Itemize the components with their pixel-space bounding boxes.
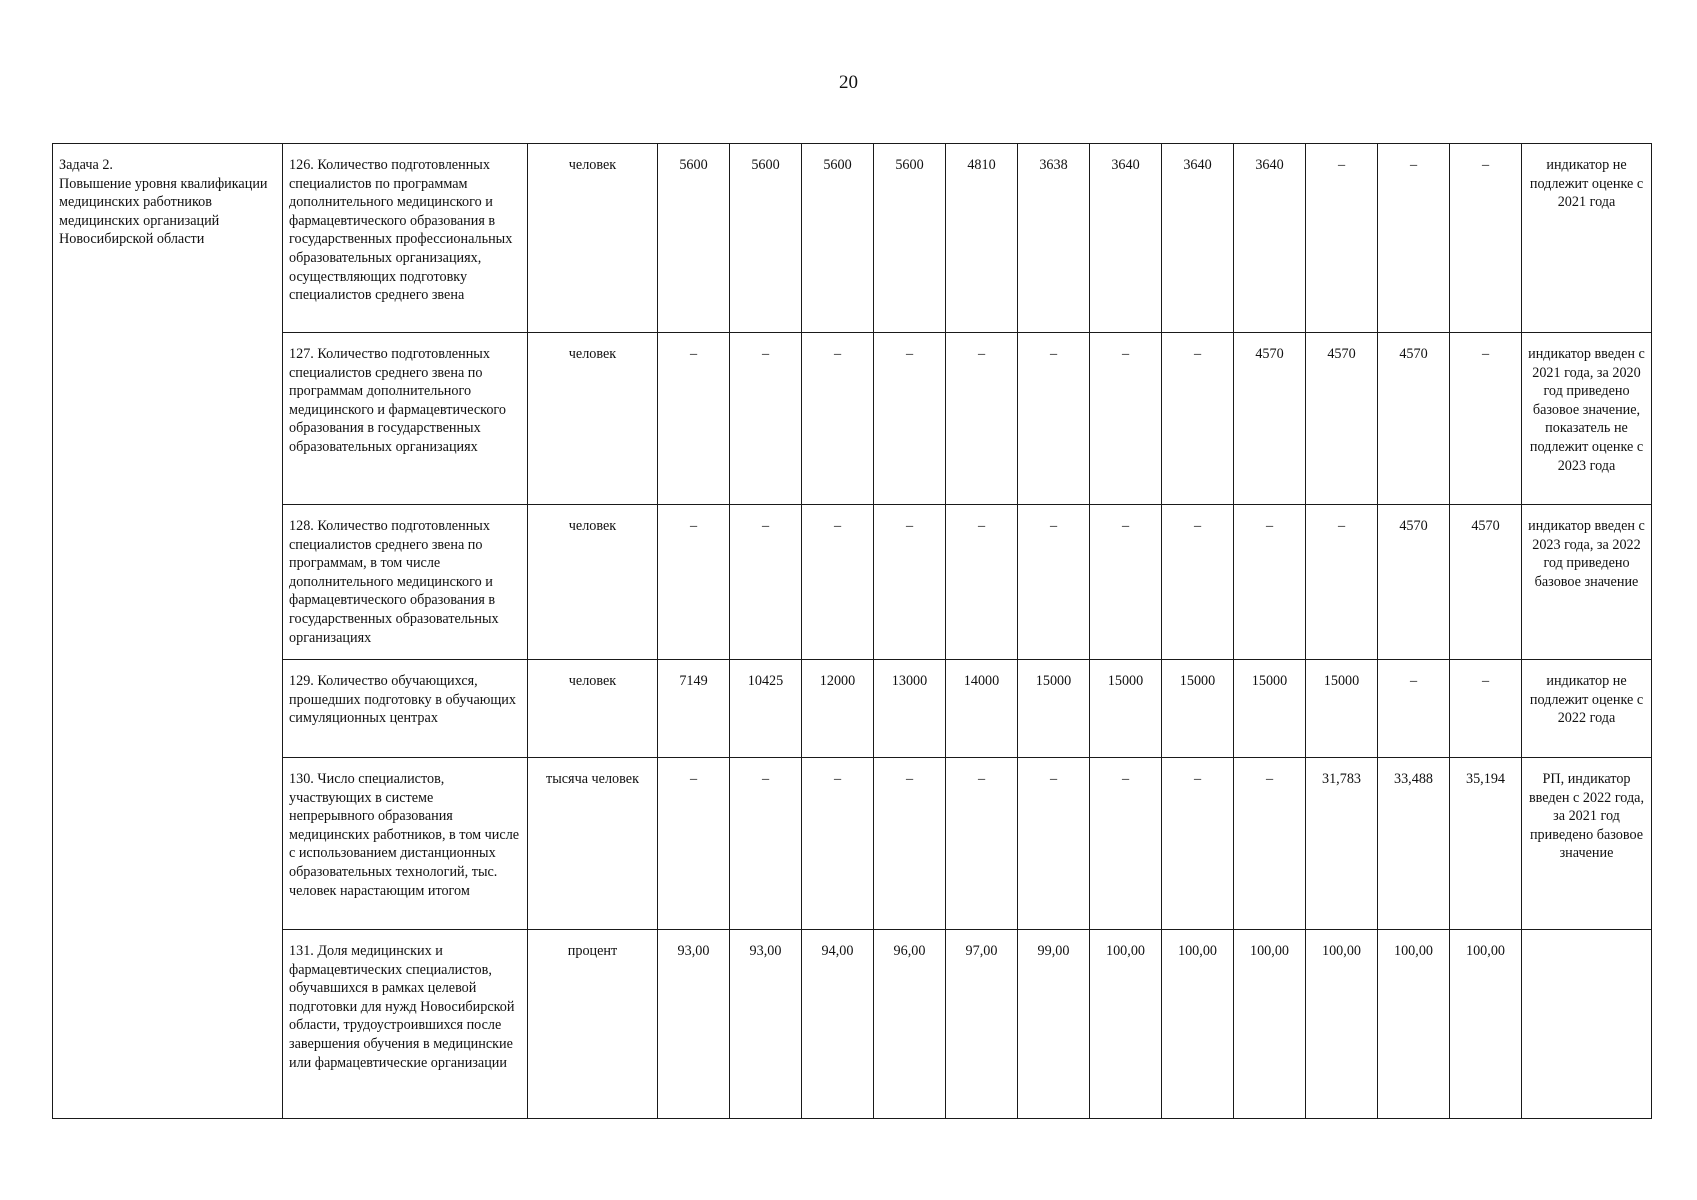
value-cell: – [1378,144,1450,333]
unit-cell: процент [528,930,658,1119]
value-cell: – [1162,758,1234,930]
value-cell: 5600 [658,144,730,333]
indicator-name-cell: 131. Доля медицинских и фармацевтических специалистов, обучавшихся в рамках целевой подготовки для нужд Новосибирской области, трудоустроившихся после завершения обучения в медицинские или фармацевтические организации [283,930,528,1119]
indicator-name-cell: 127. Количество подготовленных специалистов среднего звена по программам дополнительного медицинского и фармацевтического образования в государственных образовательных организациях [283,333,528,505]
value-cell: – [658,758,730,930]
indicator-name-cell: 126. Количество подготовленных специалистов по программам дополнительного медицинского и фармацевтического образования в государственных профессиональных образовательных организациях, осуществляющих подготовку специалистов среднего звена [283,144,528,333]
value-cell: – [1090,758,1162,930]
value-cell: – [1018,758,1090,930]
value-cell: – [1090,505,1162,660]
indicator-name-cell: 129. Количество обучающихся, прошедших подготовку в обучающих симуляционных центрах [283,660,528,758]
table-row [53,144,1652,333]
table-row [53,333,1652,505]
value-cell: 94,00 [802,930,874,1119]
value-cell: – [1378,660,1450,758]
value-cell: – [1162,333,1234,505]
value-cell: 100,00 [1234,930,1306,1119]
value-cell: – [1306,144,1378,333]
value-cell: 3640 [1090,144,1162,333]
value-cell: 96,00 [874,930,946,1119]
value-cell: – [1450,333,1522,505]
value-cell: 4570 [1306,333,1378,505]
value-cell: 97,00 [946,930,1018,1119]
value-cell: – [802,505,874,660]
value-cell: – [1234,758,1306,930]
unit-cell: человек [528,660,658,758]
value-cell: 5600 [730,144,802,333]
value-cell: – [874,333,946,505]
value-cell: 15000 [1162,660,1234,758]
value-cell: – [802,758,874,930]
unit-cell: человек [528,144,658,333]
value-cell: 13000 [874,660,946,758]
value-cell: 15000 [1090,660,1162,758]
value-cell: 3640 [1234,144,1306,333]
value-cell: 4570 [1378,333,1450,505]
value-cell: 5600 [874,144,946,333]
value-cell: – [874,758,946,930]
note-cell: индикатор не подлежит оценке с 2022 года [1522,660,1652,758]
note-cell: индикатор введен с 2023 года, за 2022 год приведено базовое значение [1522,505,1652,660]
task-cell: Задача 2. Повышение уровня квалификации медицинских работников медицинских организаций Новосибирской области [53,144,283,1119]
value-cell: 7149 [658,660,730,758]
value-cell: – [1162,505,1234,660]
value-cell: – [1450,144,1522,333]
indicator-name-cell: 128. Количество подготовленных специалистов среднего звена по программам, в том числе дополнительного медицинского и фармацевтического образования в государственных образовательных организациях [283,505,528,660]
value-cell: 10425 [730,660,802,758]
table-row [53,758,1652,930]
value-cell: – [946,333,1018,505]
value-cell: – [1018,505,1090,660]
value-cell: – [946,505,1018,660]
value-cell: 100,00 [1306,930,1378,1119]
value-cell: 100,00 [1090,930,1162,1119]
value-cell: 15000 [1306,660,1378,758]
value-cell: 4570 [1450,505,1522,660]
value-cell: – [1306,505,1378,660]
value-cell: 93,00 [658,930,730,1119]
note-cell: индикатор введен с 2021 года, за 2020 год приведено базовое значение, показатель не подлежит оценке с 2023 года [1522,333,1652,505]
table-row [53,660,1652,758]
value-cell: – [730,505,802,660]
value-cell: 4570 [1378,505,1450,660]
value-cell: – [1234,505,1306,660]
value-cell: 100,00 [1450,930,1522,1119]
value-cell: – [730,333,802,505]
value-cell: 14000 [946,660,1018,758]
value-cell: – [730,758,802,930]
note-cell: РП, индикатор введен с 2022 года, за 2021 год приведено базовое значение [1522,758,1652,930]
page-number: 20 [839,72,858,93]
value-cell: – [658,333,730,505]
value-cell: 100,00 [1378,930,1450,1119]
value-cell: 15000 [1018,660,1090,758]
indicator-name-cell: 130. Число специалистов, участвующих в системе непрерывного образования медицинских работников, в том числе с использованием дистанционных образовательных технологий, тыс. человек нарастающим итогом [283,758,528,930]
note-cell [1522,930,1652,1119]
value-cell: – [874,505,946,660]
value-cell: 3640 [1162,144,1234,333]
value-cell: 4810 [946,144,1018,333]
indicators-table [52,143,1652,1119]
value-cell: 3638 [1018,144,1090,333]
value-cell: – [946,758,1018,930]
value-cell: 31,783 [1306,758,1378,930]
value-cell: 5600 [802,144,874,333]
value-cell: 33,488 [1378,758,1450,930]
note-cell: индикатор не подлежит оценке с 2021 года [1522,144,1652,333]
table-row [53,930,1652,1119]
value-cell: 4570 [1234,333,1306,505]
table-row [53,505,1652,660]
value-cell: – [1090,333,1162,505]
value-cell: – [1450,660,1522,758]
unit-cell: человек [528,505,658,660]
value-cell: – [658,505,730,660]
value-cell: – [802,333,874,505]
value-cell: 100,00 [1162,930,1234,1119]
value-cell: 15000 [1234,660,1306,758]
value-cell: 12000 [802,660,874,758]
value-cell: 99,00 [1018,930,1090,1119]
unit-cell: тысяча человек [528,758,658,930]
value-cell: – [1018,333,1090,505]
value-cell: 35,194 [1450,758,1522,930]
value-cell: 93,00 [730,930,802,1119]
unit-cell: человек [528,333,658,505]
